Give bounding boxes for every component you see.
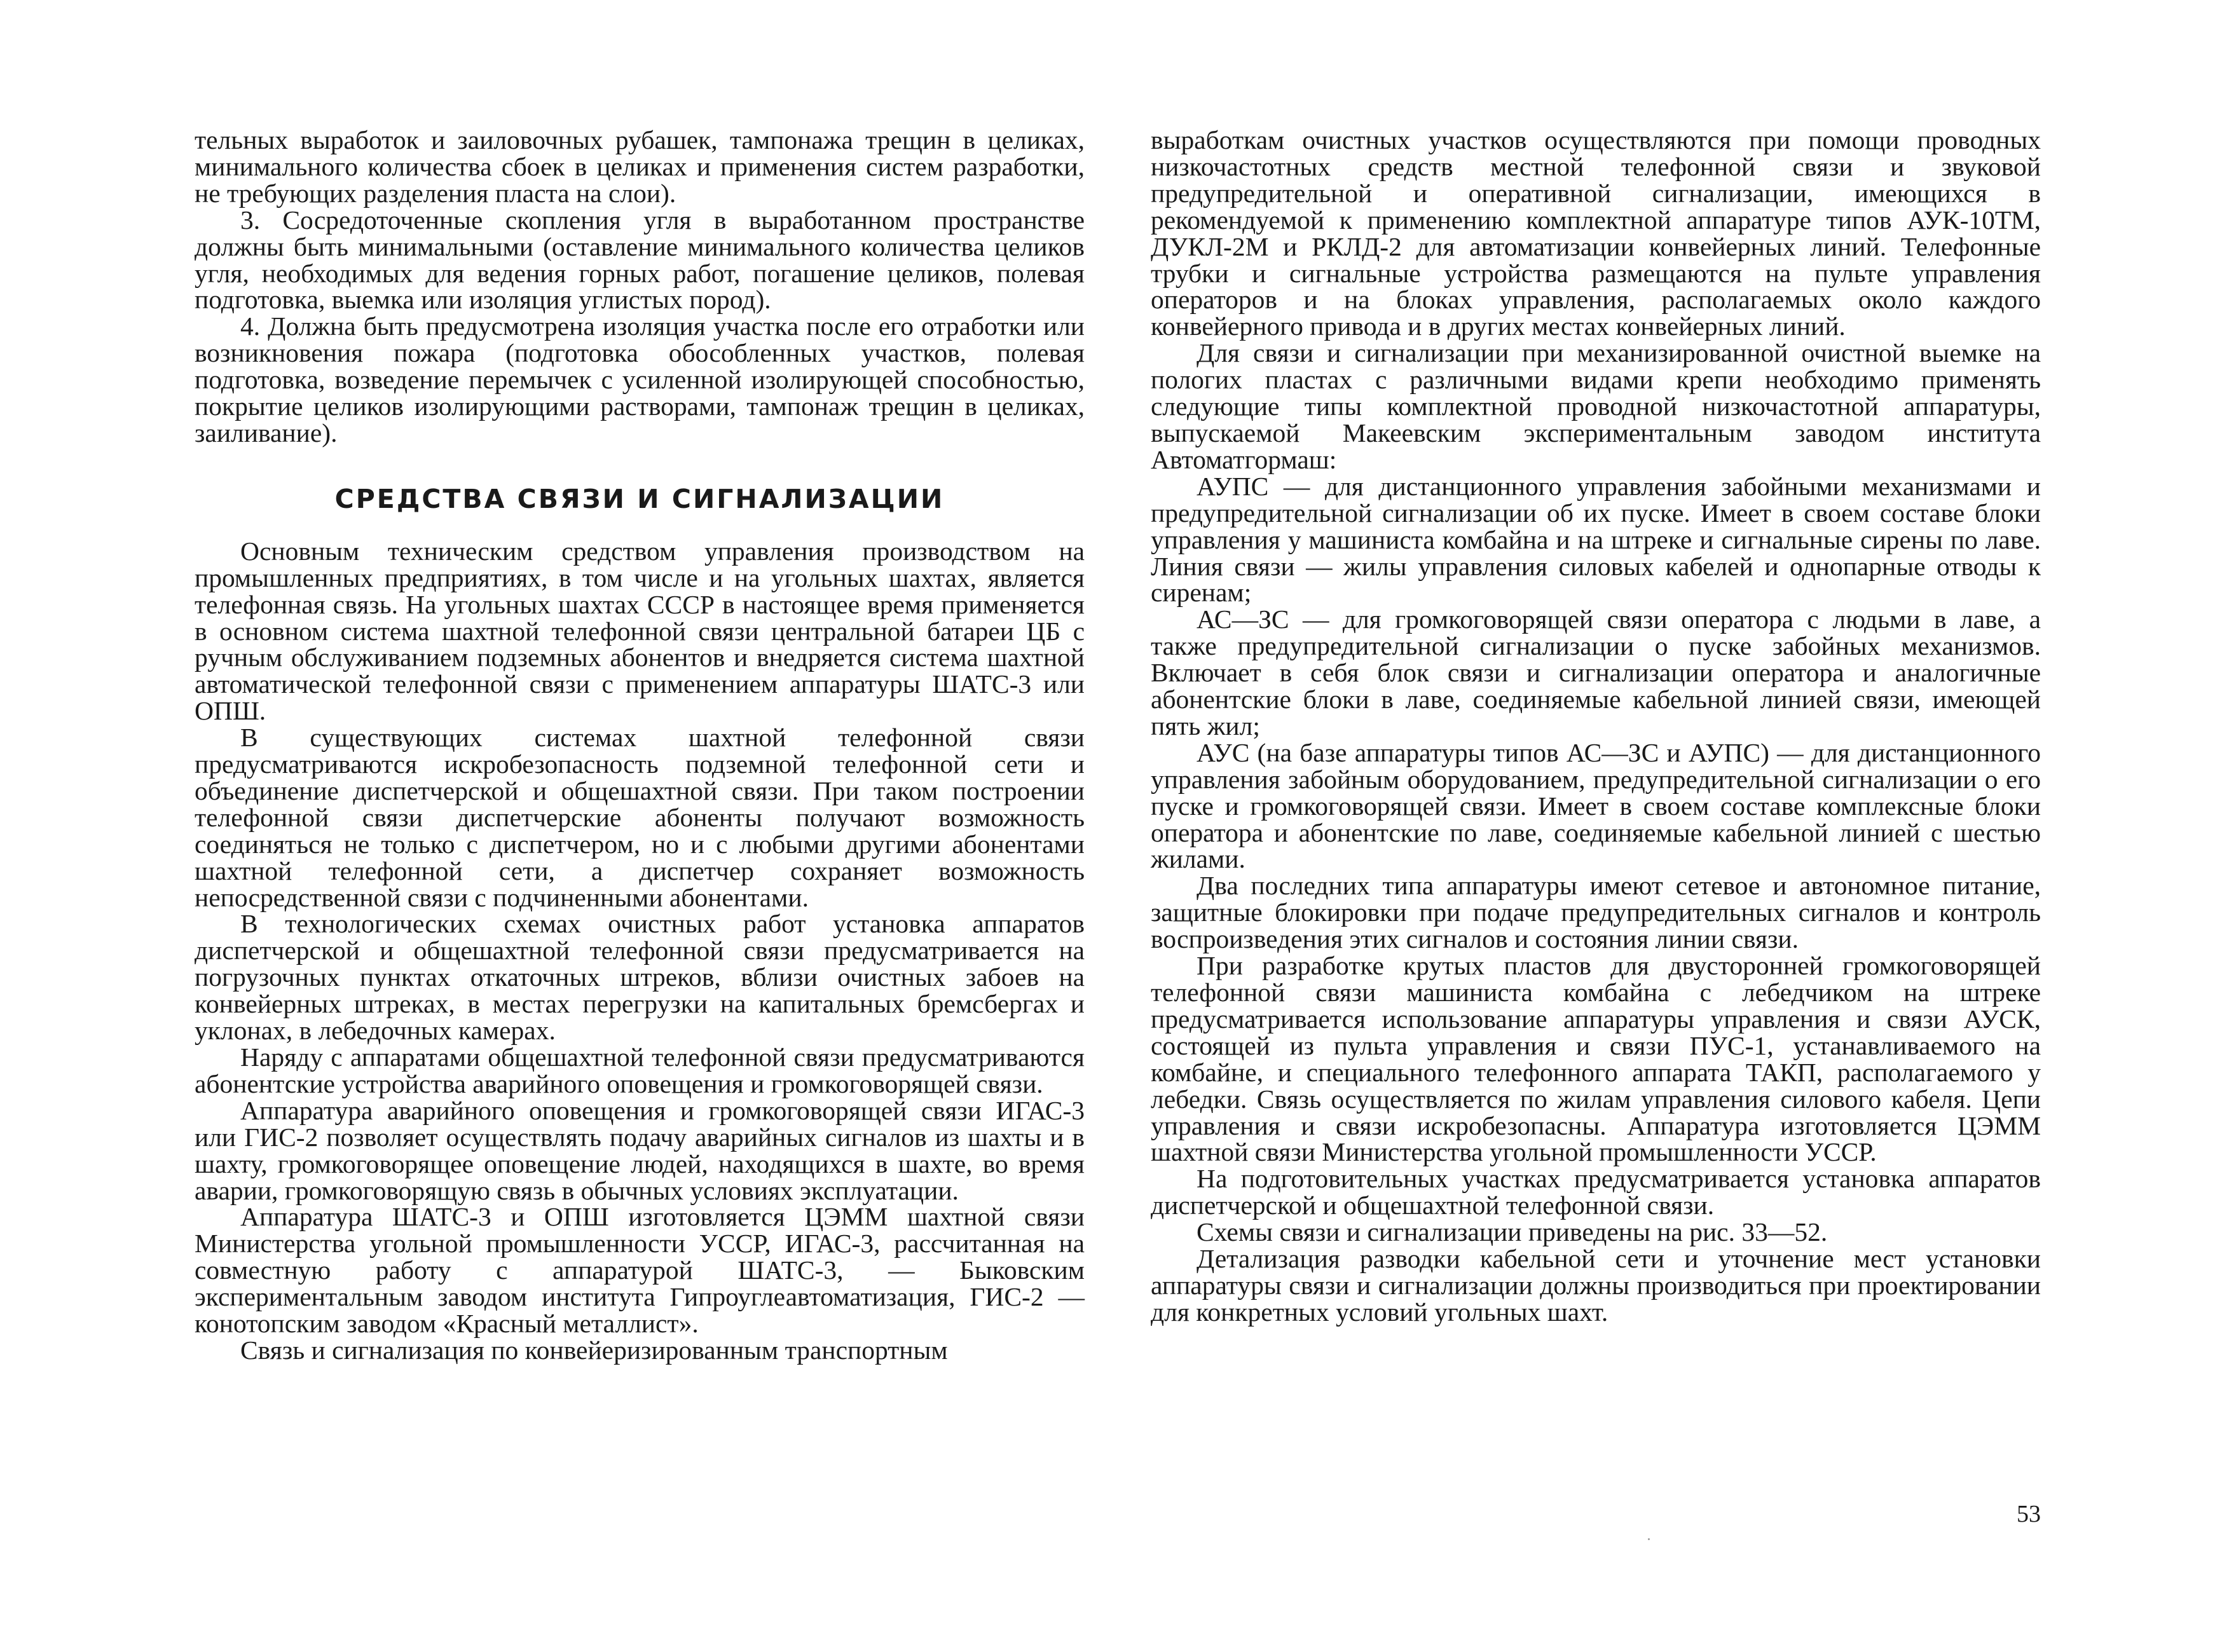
section-heading: СРЕДСТВА СВЯЗИ И СИГНАЛИЗАЦИИ [334, 483, 945, 514]
paragraph: Связь и сигнализация по конвейеризированным транспортным [240, 1335, 948, 1365]
paragraph: АУС (на базе аппаратуры типов АС—ЗС и АУПС) — для дистанционного управления забойным оборудованием, предупредительной сигнализации о его пуске и громкоговорящей связи. Имеет в своем составе комплексные блоки оператора и абонентские по лаве, соединяемые кабельной линией с шестью жилами. [1151, 737, 2041, 874]
paragraph: АУПС — для дистанционного управления забойными механизмами и предупредительной сигнализации об их пуске. Имеет в своем составе блоки управления у машиниста комбайна и на штреке и сигнальные сирены по лаве. Линия связи — жилы управления силовых кабелей и однопарные отводы к сиренам; [1151, 471, 2041, 608]
paragraph: Два последних типа аппаратуры имеют сетевое и автономное питание, защитные блокировки при подаче предупредительных сигналов и контроль воспроизведения этих сигналов и состояния линии связи. [1151, 871, 2041, 954]
scan-artifact [1648, 1538, 1650, 1540]
paragraph: Наряду с аппаратами общешахтной телефонной связи предусматриваются абонентские устройства аварийного оповещения и громкоговорящей связи. [195, 1042, 1085, 1098]
paragraph: В существующих системах шахтной телефонной связи предусматриваются искробезопасность подземной телефонной сети и объединение диспетчерской и общешахтной связи. При таком построении телефонной связи диспетчерские абоненты получают возможность соединяться не только с диспетчером, но и с любыми другими абонентами шахтной телефонной сети, а диспетчер сохраняет возможность непосредственной связи с подчиненными абонентами. [195, 723, 1085, 912]
paragraph: выработкам очистных участков осуществляются при помощи проводных низкочастотных средств местной телефонной связи и звуковой предупредительной и оперативной сигнализации, имеющихся в рекомендуемой к применению комплектной аппаратуре типов АУК-10ТМ, ДУКЛ-2М и РКЛД-2 для автоматизации конвейерных линий. Телефонные трубки и сигнальные устройства размещаются на пульте управления операторов и на блоках управления, располагаемых около каждого конвейерного привода и в других местах конвейерных линий. [1151, 125, 2041, 341]
left-text-column [195, 127, 1085, 1364]
paragraph: Для связи и сигнализации при механизированной очистной выемке на пологих пластах с различными видами крепи необходимо применять следующие типы комплектной проводной низкочастотной аппаратуры, выпускаемой Макеевским экспериментальным заводом института Автоматгормаш: [1151, 338, 2041, 474]
paragraph: При разработке крутых пластов для двусторонней громкоговорящей телефонной связи машиниста комбайна с лебедчиком на штреке предусматривается использование аппаратуры управления и связи АУСК, состоящей из пульта управления и связи ПУС-1, устанавливаемого на комбайне, и специального телефонного аппарата ТАКП, располагаемого у лебедки. Связь осуществляется по жилам управления силового кабеля. Цепи управления и связи искробезопасны. Аппаратура изготовляется ЦЭММ шахтной связи Министерства угольной промышленности УССР. [1151, 951, 2041, 1167]
paragraph: тельных выработок и заиловочных рубашек, тампонажа трещин в целиках, минимального количества сбоек в целиках и применения систем разработки, не требующих разделения пласта на слои). [195, 125, 1085, 208]
page-number: 53 [2017, 1501, 2041, 1527]
paragraph: 3. Сосредоточенные скопления угля в выработанном пространстве должны быть минимальными (оставление минимального количества целиков угля, необходимых для ведения горных работ, погашение целиков, полевая подготовка, выемка или изоляция углистых пород). [195, 205, 1085, 315]
paragraph: Детализация разводки кабельной сети и уточнение мест установки аппаратуры связи и сигнализации должны производиться при проектировании для конкретных условий угольных шахт. [1151, 1244, 2041, 1327]
paragraph: На подготовительных участках предусматривается установка аппаратов диспетчерской и общешахтной телефонной связи. [1151, 1164, 2041, 1220]
paragraph: Основным техническим средством управления производством на промышленных предприятиях, в том числе и на угольных шахтах, является телефонная связь. На угольных шахтах СССР в настоящее время применяется в основном система шахтной телефонной связи центральной батареи ЦБ с ручным обслуживанием подземных абонентов и внедряется система шахтной автоматической телефонной связи с применением аппаратуры ШАТС-3 или ОПШ. [195, 536, 1085, 726]
paragraph: 4. Должна быть предусмотрена изоляция участка после его отработки или возникновения пожара (подготовка обособленных участков, полевая подготовка, возведение перемычек с усиленной изолирующей способностью, покрытие целиков изолирующими растворами, тампонаж трещин в целиках, заиливание). [195, 311, 1085, 447]
paragraph: Аппаратура аварийного оповещения и громкоговорящей связи ИГАС-3 или ГИС-2 позволяет осуществлять подачу аварийных сигналов из шахты и в шахту, громкоговорящее оповещение людей, находящихся в шахте, во время аварии, громкоговорящую связь в обычных условиях эксплуатации. [195, 1095, 1085, 1205]
right-text-column [1151, 127, 2041, 1326]
paragraph: В технологических схемах очистных работ установка аппаратов диспетчерской и общешахтной телефонной связи предусматривается на погрузочных пунктах откаточных штреков, вблизи очистных забоев на конвейерных штреках, в местах перегрузки на капитальных бремсбергах и уклонах, в лебедочных камерах. [195, 909, 1085, 1046]
paragraph: АС—ЗС — для громкоговорящей связи оператора с людьми в лаве, а также предупредительной сигнализации о пуске забойных механизмов. Включает в себя блок связи и сигнализации оператора и аналогичные абонентские блоки в лаве, соединяемые кабельной линией связи, имеющей пять жил; [1151, 604, 2041, 741]
paragraph: Аппаратура ШАТС-3 и ОПШ изготовляется ЦЭММ шахтной связи Министерства угольной промышленности УССР, ИГАС-3, рассчитанная на совместную работу с аппаратурой ШАТС-3, — Быковским экспериментальным заводом института Гипроуглеавтоматизация, ГИС-2 — конотопским заводом «Красный металлист». [195, 1202, 1085, 1339]
paragraph: Схемы связи и сигнализации приведены на рис. 33—52. [1197, 1217, 1828, 1247]
